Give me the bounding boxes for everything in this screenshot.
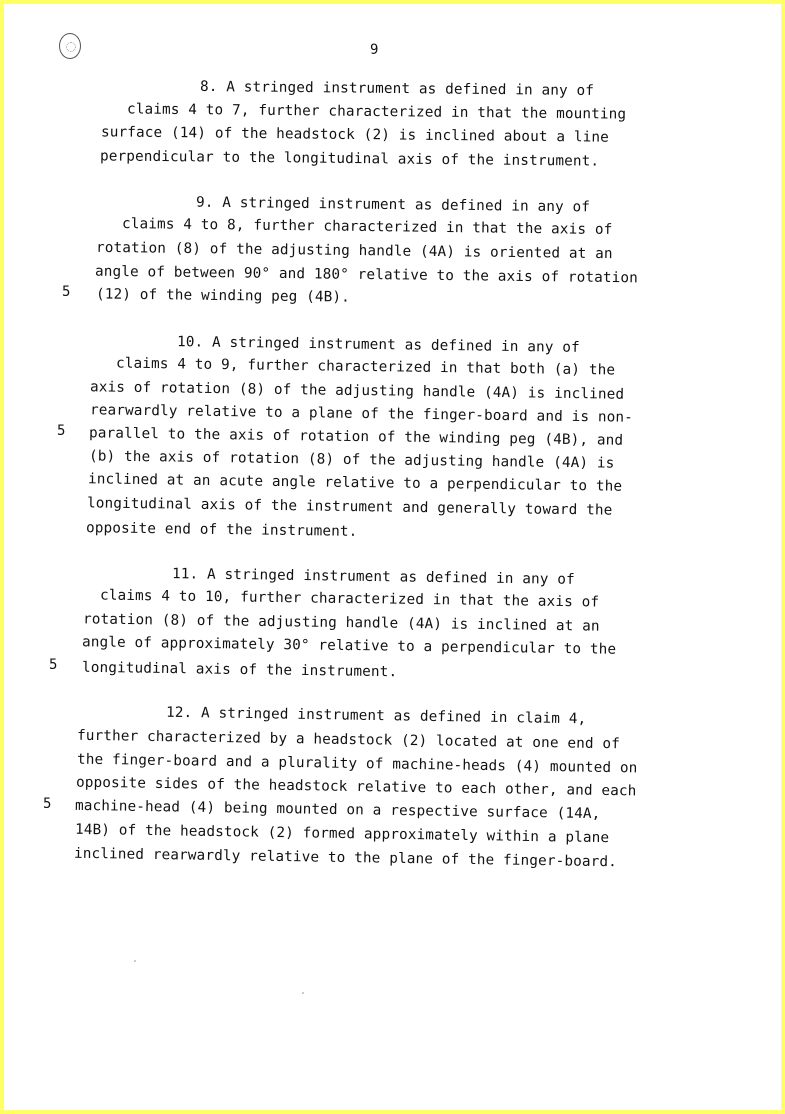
claim-10-line-2: claims 4 to 9, further characterized in that both (a) the <box>115 355 616 379</box>
document-page <box>4 4 781 1110</box>
claim-12-line-5: machine-head (4) being mounted on a respective surface (14A, <box>74 797 601 823</box>
scan-speck <box>302 992 304 994</box>
claim-10-line-5: parallel to the axis of rotation of the winding peg (4B), and <box>88 425 624 449</box>
claim-11-line-1: 11. A stringed instrument as defined in any of <box>171 566 575 588</box>
page-number: 9 <box>370 42 379 58</box>
claim-9-margin-number: 5 <box>62 284 71 300</box>
claim-12-line-1: 12. A stringed instrument as defined in claim 4, <box>165 704 587 728</box>
claim-9-line-4: angle of between 90° and 180° relative to the axis of rotation <box>94 263 639 287</box>
claim-10-line-4: rearwardly relative to a plane of the finger-board and is non- <box>89 402 634 426</box>
punch-hole-mark <box>59 33 81 59</box>
claim-11-line-3: rotation (8) of the adjusting handle (4A) is inclined at an <box>82 611 600 635</box>
claim-10-line-9: opposite end of the instrument. <box>85 520 358 540</box>
claim-10-line-1: 10. A stringed instrument as defined in any of <box>176 334 580 356</box>
claim-8-line-2: claims 4 to 7, further characterized in that the mounting <box>126 101 627 123</box>
claim-12-line-4: opposite sides of the headstock relative to each other, and each <box>75 774 637 800</box>
claim-9-line-2: claims 4 to 8, further characterized in that the axis of <box>121 216 613 238</box>
claim-9-line-5: (12) of the winding peg (4B). <box>95 286 351 306</box>
claim-12-margin-number: 5 <box>43 796 52 812</box>
claim-10-line-6: (b) the axis of rotation (8) of the adjusting handle (4A) is <box>88 448 615 472</box>
scan-speck <box>134 960 136 962</box>
claim-8-line-3: surface (14) of the headstock (2) is inclined about a line <box>100 124 610 146</box>
claim-11-margin-number: 5 <box>49 657 58 673</box>
claim-12-line-7: inclined rearwardly relative to the plane of the finger-board. <box>73 845 618 871</box>
claim-12-line-3: the finger-board and a plurality of machine-heads (4) mounted on <box>76 751 638 777</box>
claim-12-line-6: 14B) of the headstock (2) formed approximately within a plane <box>74 821 610 847</box>
claim-10-line-7: inclined at an acute angle relative to a perpendicular to the <box>87 471 623 495</box>
claim-12-line-2: further characterized by a headstock (2) located at one end of <box>76 727 621 753</box>
claim-10-line-3: axis of rotation (8) of the adjusting handle (4A) is inclined <box>89 379 625 403</box>
claim-11-line-5: longitudinal axis of the instrument. <box>81 659 398 681</box>
claim-11-line-4: angle of approximately 30° relative to a perpendicular to the <box>81 634 617 658</box>
claim-10-line-8: longitudinal axis of the instrument and generally toward the <box>86 495 613 519</box>
claim-8-line-4: perpendicular to the longitudinal axis of the instrument. <box>99 148 600 170</box>
claim-11-line-2: claims 4 to 10, further characterized in that the axis of <box>99 587 600 611</box>
claim-8-line-1: 8. A stringed instrument as defined in any of <box>199 78 595 100</box>
claim-9-line-1: 9. A stringed instrument as defined in any of <box>195 194 591 216</box>
claim-9-line-3: rotation (8) of the adjusting handle (4A) is oriented at an <box>95 239 613 263</box>
claim-10-margin-number: 5 <box>57 423 66 439</box>
